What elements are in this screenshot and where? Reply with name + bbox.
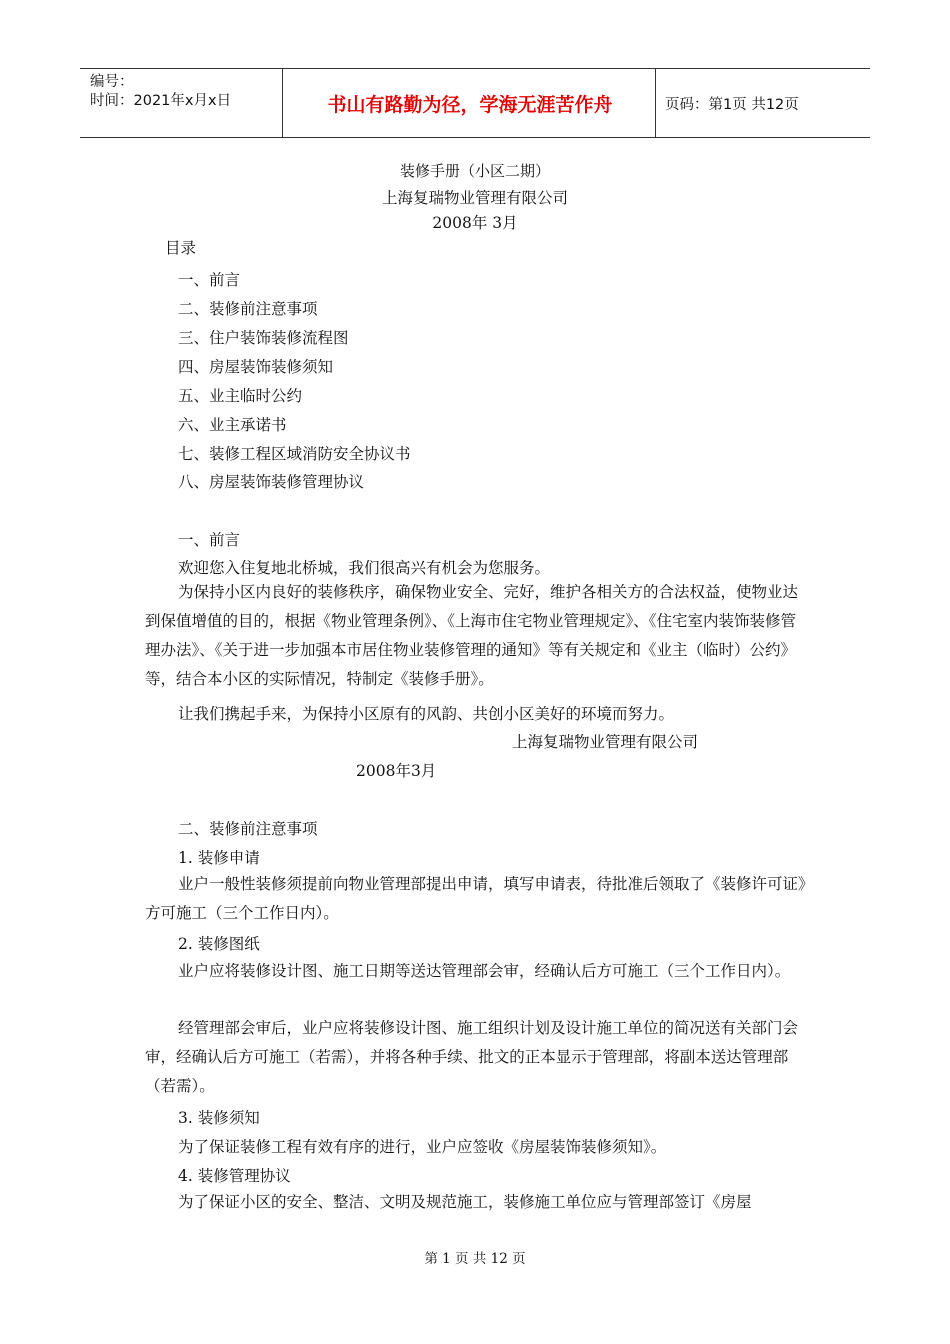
- section2-item3-title: 3. 装修须知: [178, 1109, 260, 1127]
- preface-closing: 让我们携起手来，为保持小区原有的风韵、共创小区美好的环境而努力。: [178, 705, 675, 723]
- section2-item1-title: 1. 装修申请: [178, 849, 260, 867]
- toc-heading: 目录: [165, 239, 197, 257]
- document-company: 上海复瑞物业管理有限公司: [381, 189, 568, 207]
- toc-item: 六、业主承诺书: [178, 416, 287, 434]
- section2-heading: 二、装修前注意事项: [178, 820, 318, 838]
- section2-item2-text1: 业户应将装修设计图、施工日期等送达管理部会审，经确认后方可施工（三个工作日内）。: [178, 962, 791, 980]
- preface-body: [145, 578, 807, 694]
- header-meta: [90, 73, 231, 111]
- header-divider: [282, 69, 283, 137]
- toc-item: 五、业主临时公约: [178, 387, 303, 405]
- preface-heading: 一、前言: [178, 531, 241, 549]
- toc-item: 七、装修工程区域消防安全协议书: [178, 445, 411, 463]
- toc-item: 一、前言: [178, 271, 241, 289]
- page-footer: 第 1 页 共 12 页: [424, 1251, 526, 1267]
- section2-item4-body: [145, 1188, 807, 1217]
- section2-item1-text: 业户一般性装修须提前向物业管理部提出申请，填写申请表，待批准后领取了《装修许可证》方可施工（三个工作日内）。: [145, 875, 806, 922]
- number-label: 编号：: [90, 74, 134, 90]
- document-title: 装修手册（小区二期）: [399, 162, 550, 180]
- section2-item2-text2: 经管理部会审后，业户应将装修设计图、施工组织计划及设计施工单位的简况送有关部门会审，经确认后方可施工（若需），并将各种手续、批文的正本显示于管理部，将副本送达管理部（若需）。: [145, 1019, 799, 1095]
- section2-item4-title: 4. 装修管理协议: [178, 1167, 291, 1185]
- section2-item2-body2: [145, 1014, 807, 1101]
- toc-item: 四、房屋装饰装修须知: [178, 358, 334, 376]
- toc-item: 二、装修前注意事项: [178, 300, 318, 318]
- section2-item4-text: 为了保证小区的安全、整洁、文明及规范施工，装修施工单位应与管理部签订《房屋: [178, 1193, 752, 1211]
- section2-item2-body1: [145, 957, 807, 986]
- section2-item2-title: 2. 装修图纸: [178, 935, 260, 953]
- header-divider: [655, 69, 656, 137]
- time-label: 时间：2021年x月x日: [90, 93, 232, 109]
- section2-item3-body: 为了保证装修工程有效有序的进行，业户应签收《房屋装饰装修须知》。: [178, 1138, 667, 1156]
- toc-item: 八、房屋装饰装修管理协议: [178, 473, 365, 491]
- preface-body-text: 为保持小区内良好的装修秩序，确保物业安全、完好，维护各相关方的合法权益，使物业达到保值增值的目的，根据《物业管理条例》、《上海市住宅物业管理规定》、《住宅室内装饰装修管理办法》、《关于进一步加强本市居住物业装修管理的通知》等有关规定和《业主（临时）公约》等，结合本小区的实际情况，特制定《装修手册》。: [145, 583, 799, 688]
- header-page-info: 页码：第1页 共12页: [665, 96, 799, 113]
- preface-sign-date: 2008年3月: [356, 762, 437, 780]
- document-header: [80, 68, 870, 138]
- preface-signature: 上海复瑞物业管理有限公司: [512, 733, 699, 751]
- header-motto: 书山有路勤为径，学海无涯苦作舟: [327, 93, 613, 116]
- document-date: 2008年 3月: [432, 214, 518, 232]
- preface-welcome: 欢迎您入住复地北桥城，我们很高兴有机会为您服务。: [178, 559, 551, 577]
- section2-item1-body: [145, 870, 807, 928]
- toc-item: 三、住户装饰装修流程图: [178, 329, 349, 347]
